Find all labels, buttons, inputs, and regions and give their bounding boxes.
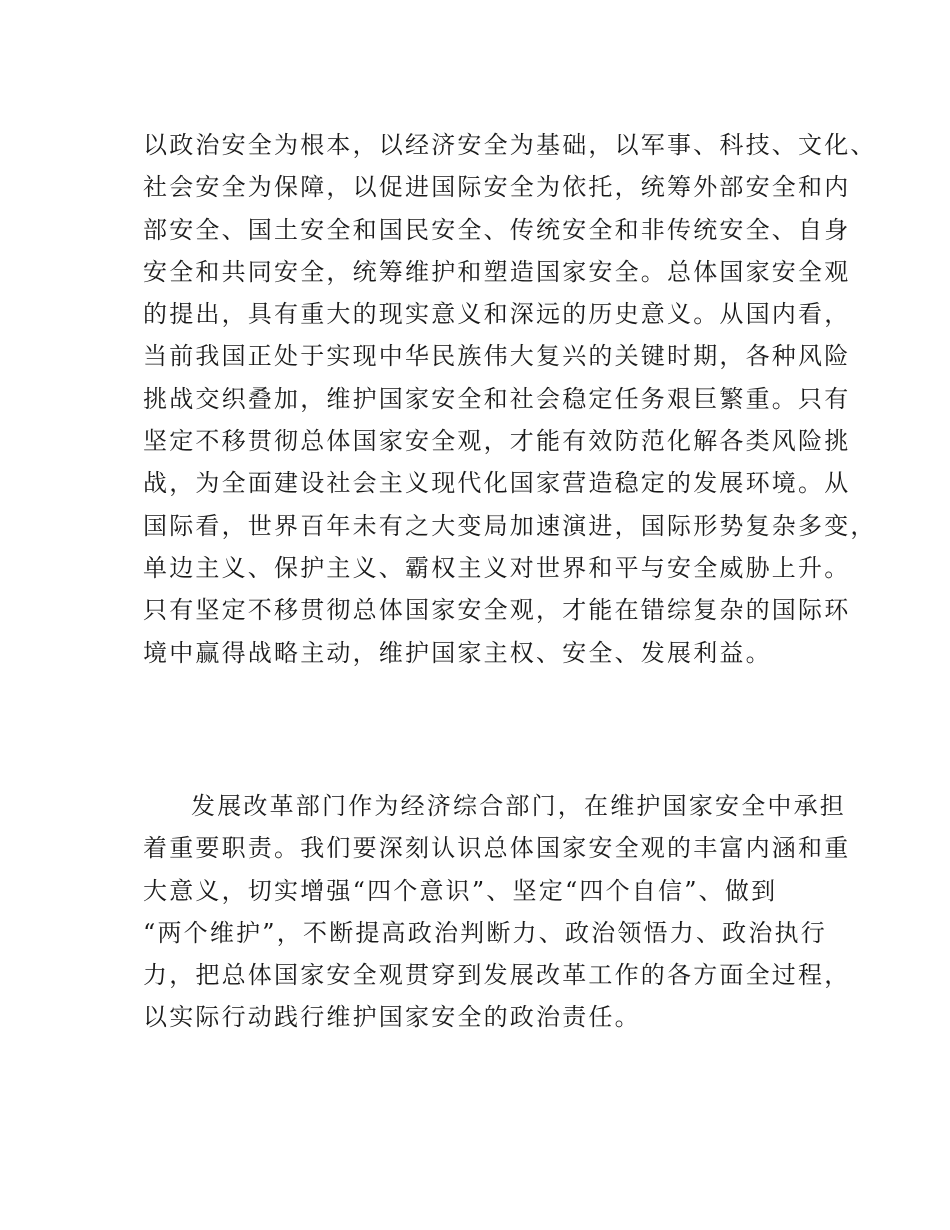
text-line: 以实际行动践行维护国家安全的政治责任。 [143,1003,641,1032]
text-line: 发展改革部门作为经济综合部门，在维护国家安全中承担 [191,792,846,820]
text-line: 着重要职责。我们要深刻认识总体国家安全观的丰富内涵和重 [143,834,851,863]
text-line: 战，为全面建设社会主义现代化国家营造稳定的发展环境。从 [143,469,851,498]
text-line: 国际看，世界百年未有之大变局加速演进，国际形势复杂多变， [143,511,877,540]
text-line: “两个维护”，不断提高政治判断力、政治领悟力、政治执行 [143,918,827,947]
text-line: 的提出，具有重大的现实意义和深远的历史意义。从国内看， [143,300,851,329]
text-line: 力，把总体国家安全观贯穿到发展改革工作的各方面全过程， [143,961,851,990]
text-line: 挑战交织叠加，维护国家安全和社会稳定任务艰巨繁重。只有 [143,384,851,413]
text-line: 当前我国正处于实现中华民族伟大复兴的关键时期，各种风险 [143,342,851,371]
text-line: 境中赢得战略主动，维护国家主权、安全、发展利益。 [143,638,772,667]
text-line: 单边主义、保护主义、霸权主义对世界和平与安全威胁上升。 [143,553,851,582]
text-line: 坚定不移贯彻总体国家安全观，才能有效防范化解各类风险挑 [143,427,851,456]
text-line: 以政治安全为根本，以经济安全为基础，以军事、科技、文化、 [143,131,877,159]
text-line: 只有坚定不移贯彻总体国家安全观，才能在错综复杂的国际环 [143,596,851,625]
text-line: 部安全、国土安全和国民安全、传统安全和非传统安全、自身 [143,215,851,244]
text-line: 安全和共同安全，统筹维护和塑造国家安全。总体国家安全观 [143,257,851,286]
paragraph-1 [143,124,877,674]
paragraph-2 [143,785,851,1039]
text-line: 社会安全为保障，以促进国际安全为依托，统筹外部安全和内 [143,173,851,202]
text-line: 大意义，切实增强“四个意识”、坚定“四个自信”、做到 [143,876,778,905]
